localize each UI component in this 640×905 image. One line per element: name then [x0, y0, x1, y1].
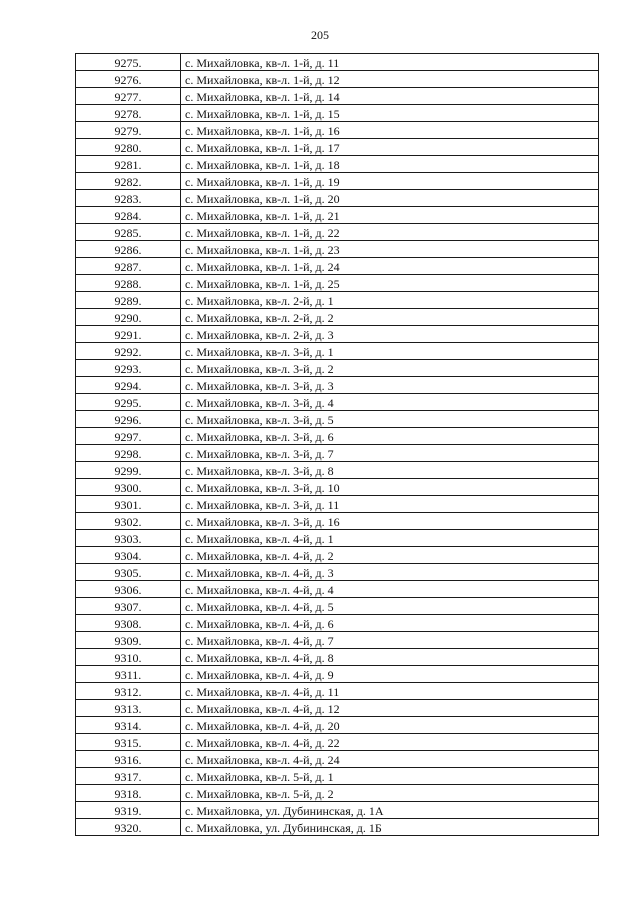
row-number: 9319. [76, 802, 181, 819]
table-row [76, 564, 599, 581]
row-number: 9297. [76, 428, 181, 445]
row-address: с. Михайловка, кв-л. 3-й, д. 16 [181, 513, 599, 530]
table-row [76, 649, 599, 666]
table-row [76, 462, 599, 479]
row-address: с. Михайловка, кв-л. 3-й, д. 3 [181, 377, 599, 394]
table-row [76, 54, 599, 71]
table-row [76, 258, 599, 275]
table-row [76, 700, 599, 717]
table-row [76, 683, 599, 700]
row-number: 9298. [76, 445, 181, 462]
row-address: с. Михайловка, кв-л. 2-й, д. 3 [181, 326, 599, 343]
row-number: 9284. [76, 207, 181, 224]
row-number: 9304. [76, 547, 181, 564]
row-number: 9280. [76, 139, 181, 156]
row-address: с. Михайловка, кв-л. 5-й, д. 2 [181, 785, 599, 802]
table-row [76, 802, 599, 819]
row-address: с. Михайловка, кв-л. 4-й, д. 12 [181, 700, 599, 717]
table-row [76, 343, 599, 360]
row-number: 9285. [76, 224, 181, 241]
table-row [76, 751, 599, 768]
table-row [76, 241, 599, 258]
table-row [76, 819, 599, 836]
table-row [76, 768, 599, 785]
row-number: 9278. [76, 105, 181, 122]
row-address: с. Михайловка, кв-л. 4-й, д. 7 [181, 632, 599, 649]
row-number: 9277. [76, 88, 181, 105]
row-number: 9300. [76, 479, 181, 496]
row-number: 9282. [76, 173, 181, 190]
row-address: с. Михайловка, кв-л. 1-й, д. 23 [181, 241, 599, 258]
row-number: 9275. [76, 54, 181, 71]
table-row [76, 224, 599, 241]
row-address: с. Михайловка, кв-л. 5-й, д. 1 [181, 768, 599, 785]
row-address: с. Михайловка, кв-л. 1-й, д. 15 [181, 105, 599, 122]
row-address: с. Михайловка, кв-л. 4-й, д. 20 [181, 717, 599, 734]
row-number: 9318. [76, 785, 181, 802]
row-address: с. Михайловка, кв-л. 3-й, д. 11 [181, 496, 599, 513]
row-address: с. Михайловка, кв-л. 1-й, д. 14 [181, 88, 599, 105]
table-row [76, 156, 599, 173]
row-address: с. Михайловка, кв-л. 4-й, д. 4 [181, 581, 599, 598]
table-row [76, 292, 599, 309]
row-number: 9315. [76, 734, 181, 751]
row-number: 9311. [76, 666, 181, 683]
table-row [76, 190, 599, 207]
row-number: 9279. [76, 122, 181, 139]
row-number: 9312. [76, 683, 181, 700]
row-number: 9294. [76, 377, 181, 394]
row-number: 9305. [76, 564, 181, 581]
row-number: 9276. [76, 71, 181, 88]
row-number: 9299. [76, 462, 181, 479]
row-address: с. Михайловка, кв-л. 3-й, д. 8 [181, 462, 599, 479]
row-address: с. Михайловка, кв-л. 2-й, д. 2 [181, 309, 599, 326]
row-address: с. Михайловка, кв-л. 1-й, д. 12 [181, 71, 599, 88]
table-row [76, 496, 599, 513]
table-row [76, 139, 599, 156]
row-address: с. Михайловка, кв-л. 4-й, д. 1 [181, 530, 599, 547]
table-row [76, 666, 599, 683]
row-address: с. Михайловка, кв-л. 1-й, д. 17 [181, 139, 599, 156]
row-address: с. Михайловка, кв-л. 4-й, д. 24 [181, 751, 599, 768]
row-number: 9314. [76, 717, 181, 734]
table-row [76, 445, 599, 462]
row-number: 9301. [76, 496, 181, 513]
row-address: с. Михайловка, кв-л. 1-й, д. 25 [181, 275, 599, 292]
row-address: с. Михайловка, ул. Дубининская, д. 1Б [181, 819, 599, 836]
row-address: с. Михайловка, кв-л. 4-й, д. 6 [181, 615, 599, 632]
table-row [76, 360, 599, 377]
row-address: с. Михайловка, кв-л. 3-й, д. 7 [181, 445, 599, 462]
row-address: с. Михайловка, кв-л. 3-й, д. 6 [181, 428, 599, 445]
row-number: 9286. [76, 241, 181, 258]
table-row [76, 547, 599, 564]
row-number: 9283. [76, 190, 181, 207]
row-address: с. Михайловка, кв-л. 4-й, д. 3 [181, 564, 599, 581]
row-number: 9317. [76, 768, 181, 785]
row-address: с. Михайловка, кв-л. 4-й, д. 2 [181, 547, 599, 564]
row-number: 9287. [76, 258, 181, 275]
table-row [76, 207, 599, 224]
row-number: 9289. [76, 292, 181, 309]
row-number: 9302. [76, 513, 181, 530]
table-row [76, 411, 599, 428]
table-row [76, 581, 599, 598]
row-address: с. Михайловка, кв-л. 1-й, д. 11 [181, 54, 599, 71]
table-row [76, 717, 599, 734]
row-address: с. Михайловка, кв-л. 4-й, д. 22 [181, 734, 599, 751]
table-row [76, 105, 599, 122]
row-address: с. Михайловка, кв-л. 1-й, д. 22 [181, 224, 599, 241]
row-number: 9288. [76, 275, 181, 292]
row-address: с. Михайловка, кв-л. 1-й, д. 21 [181, 207, 599, 224]
table-row [76, 275, 599, 292]
table-row [76, 377, 599, 394]
row-number: 9316. [76, 751, 181, 768]
table-row [76, 615, 599, 632]
row-number: 9281. [76, 156, 181, 173]
row-number: 9292. [76, 343, 181, 360]
table-row [76, 122, 599, 139]
row-address: с. Михайловка, кв-л. 3-й, д. 10 [181, 479, 599, 496]
row-number: 9308. [76, 615, 181, 632]
address-table [75, 53, 599, 836]
row-address: с. Михайловка, кв-л. 4-й, д. 9 [181, 666, 599, 683]
page-number: 205 [311, 28, 329, 42]
row-number: 9293. [76, 360, 181, 377]
table-row [76, 309, 599, 326]
row-number: 9310. [76, 649, 181, 666]
row-address: с. Михайловка, кв-л. 1-й, д. 18 [181, 156, 599, 173]
table-row [76, 173, 599, 190]
row-number: 9313. [76, 700, 181, 717]
row-address: с. Михайловка, кв-л. 1-й, д. 24 [181, 258, 599, 275]
row-address: с. Михайловка, кв-л. 4-й, д. 11 [181, 683, 599, 700]
row-number: 9306. [76, 581, 181, 598]
table-row [76, 785, 599, 802]
row-address: с. Михайловка, ул. Дубининская, д. 1А [181, 802, 599, 819]
table-row [76, 326, 599, 343]
row-number: 9295. [76, 394, 181, 411]
table-row [76, 513, 599, 530]
row-number: 9291. [76, 326, 181, 343]
row-number: 9296. [76, 411, 181, 428]
row-address: с. Михайловка, кв-л. 2-й, д. 1 [181, 292, 599, 309]
row-address: с. Михайловка, кв-л. 3-й, д. 5 [181, 411, 599, 428]
row-address: с. Михайловка, кв-л. 3-й, д. 2 [181, 360, 599, 377]
table-row [76, 598, 599, 615]
row-address: с. Михайловка, кв-л. 4-й, д. 5 [181, 598, 599, 615]
table-row [76, 734, 599, 751]
row-address: с. Михайловка, кв-л. 3-й, д. 1 [181, 343, 599, 360]
table-row [76, 428, 599, 445]
address-table-body [76, 54, 599, 836]
row-number: 9290. [76, 309, 181, 326]
table-row [76, 88, 599, 105]
row-address: с. Михайловка, кв-л. 4-й, д. 8 [181, 649, 599, 666]
row-number: 9320. [76, 819, 181, 836]
row-number: 9309. [76, 632, 181, 649]
row-address: с. Михайловка, кв-л. 1-й, д. 16 [181, 122, 599, 139]
row-number: 9303. [76, 530, 181, 547]
row-number: 9307. [76, 598, 181, 615]
table-row [76, 530, 599, 547]
row-address: с. Михайловка, кв-л. 3-й, д. 4 [181, 394, 599, 411]
table-row [76, 479, 599, 496]
row-address: с. Михайловка, кв-л. 1-й, д. 19 [181, 173, 599, 190]
row-address: с. Михайловка, кв-л. 1-й, д. 20 [181, 190, 599, 207]
table-row [76, 71, 599, 88]
table-row [76, 632, 599, 649]
table-row [76, 394, 599, 411]
